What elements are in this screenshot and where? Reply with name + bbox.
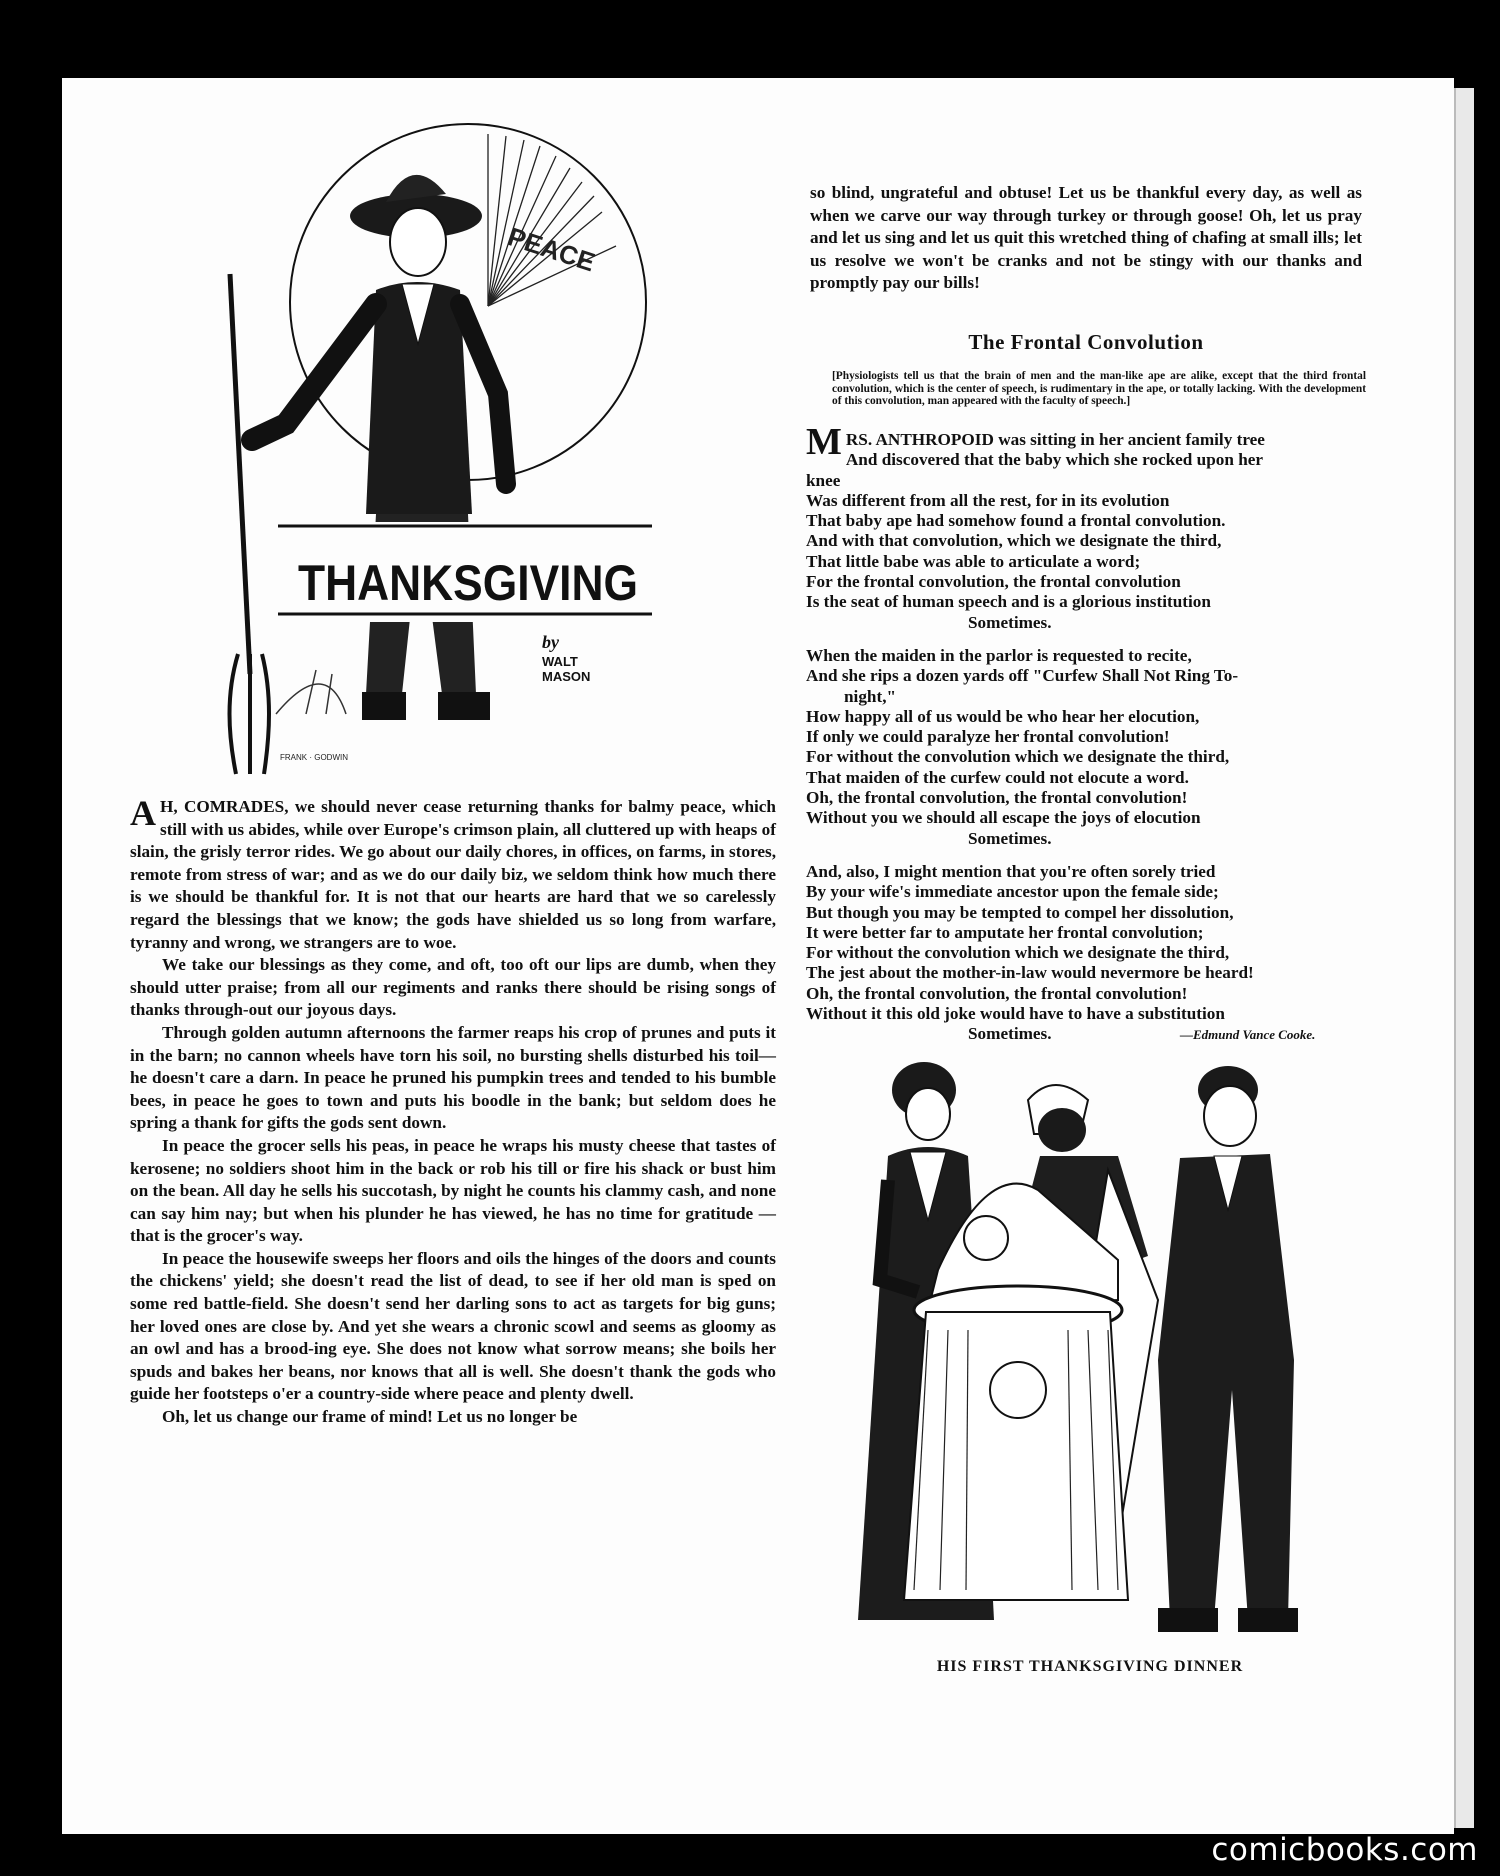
next-page-edge	[1454, 88, 1474, 1828]
farmer-illustration	[206, 94, 676, 786]
article-title: THANKSGIVING	[298, 555, 638, 611]
artist-signature: FRANK · GODWIN	[280, 753, 348, 762]
dinner-illustration	[818, 1060, 1378, 1650]
byline-by: by	[542, 632, 559, 652]
poem-stanza-3: And, also, I might mention that you're often sorely tried By your wife's immediate ancestor upon the female side; But though you may be tempted to compel her dissolution, It were better far to amputate her frontal convolution; For without the convolution which we designate the third, The jest about the mother-in-law would nevermore be heard! Oh, the frontal convolution, the frontal convolution! Without it this old joke would have to have a substitution Sometimes.	[806, 861, 1254, 1044]
poem-stanza-2: When the maiden in the parlor is requested to recite, And she rips a dozen yards off "Curfew Shall Not Ring To- night," How happy all of us would be who hear her elocution, If only we could paralyze her frontal convolution! For without the convolution which we designate the third, That maiden of the curfew could not elocute a word. Oh, the frontal convolution, the frontal convolution! Without you we should all escape the joys of elocution Sometimes.	[806, 645, 1239, 848]
article-paragraph-3: Through golden autumn afternoons the farmer reaps his crop of prunes and puts it in the barn; no cannon wheels have torn his soil, no bursting shells disturbed his toil—he doesn't care a darn. In peace he pruned his pumpkin trees and tended to his bumble bees, in peace he goes to town and puts his boodle in the bank; but seldom does he spring a thank for gifts the gods sent down.	[130, 1022, 776, 1133]
poem-body	[806, 421, 1366, 1058]
poem-stanza-1: MRS. ANTHROPOID was sitting in her ancient family tree And discovered that the baby which she rocked upon her knee Was different from all the rest, for in its evolution That baby ape had somehow found a frontal convolution. And with that convolution, which we designate the third, That little babe was able to articulate a word; For the frontal convolution, the frontal convolution Is the seat of human speech and is a glorious institution Sometimes.	[806, 421, 1265, 632]
article-paragraph-1: A H, COMRADES, we should never cease returning thanks for balmy peace, which still with us abides, while over Europe's crimson plain, all cluttered up with heaps of slain, the grisly terror rides. We go about our daily chores, in offices, on farms, in stores, remote from stress of war; and as we do our daily biz, we seldom think how much there is we should be thankful for. It is not that our hearts are hard that we so carelessly regard the blessings that we know; the gods have shielded us so long from warfare, tyranny and wrong, we strangers are to woe.	[130, 793, 776, 952]
article-body-right	[810, 182, 1362, 295]
article-paragraph-7: so blind, ungrateful and obtuse! Let us be thankful every day, as well as when we carve our way through turkey or through goose! Oh, let us pray and let us sing and let us quit this wretched thing of chafing at small ills; let us resolve we won't be cranks and not be stingy with our thanks and promptly pay our bills!	[810, 183, 1362, 293]
poem-author: —Edmund Vance Cooke.	[1180, 1027, 1316, 1042]
article-paragraph-2: We take our blessings as they come, and oft, too oft our lips are dumb, when they should utter praise; from all our regiments and ranks there should be rising songs of thanks through-out our joyous days.	[130, 955, 776, 1020]
byline-name-1: WALT	[542, 654, 578, 669]
byline-name-2: MASON	[542, 669, 591, 684]
article-paragraph-5: In peace the housewife sweeps her floors and oils the hinges of the doors and counts the chickens' yield; she doesn't read the list of dead, to see if her old man is sped on some red battle-field. She doesn't send her darling sons to act as targets for big guns; her loved ones are close by. And yet she wears a chronic scowl and seems as gloomy as an owl and has a brood-ing eye. She does not know what sorrow means; she boils her spuds and bakes her beans, nor knows that all is well. She doesn't thank the gods who guide her footsteps o'er a country-side where peace and plenty dwell.	[130, 1248, 776, 1404]
watermark-text: comicbooks.com	[1211, 1832, 1478, 1868]
peace-lettering: PEACE	[504, 221, 599, 278]
poem-dropcap: M	[806, 421, 842, 463]
illustration-caption: HIS FIRST THANKSGIVING DINNER	[936, 1658, 1244, 1675]
article-paragraph-6: Oh, let us change our frame of mind! Let us no longer be	[162, 1407, 578, 1427]
article-dropcap: A	[130, 793, 156, 833]
poem-note: [Physiologists tell us that the brain of men and the man-like ape are alike, except that the third frontal convolution, which is the center of speech, is rudimentary in the ape, or totally lacking. With the development of this convolution, man appeared with the faculty of speech.]	[832, 370, 1366, 407]
article-body-left	[130, 793, 776, 1429]
poem-title: The Frontal Convolution	[968, 330, 1204, 354]
article-paragraph-4: In peace the grocer sells his peas, in peace he wraps his musty cheese that tastes of kerosene; no soldiers shoot him in the back or rob his till or fire his shack or bust him on the bean. All day he sells his succotash, by night he counts his clammy cash, and none can say him nay; but when his plunder he has viewed, he has no time for gratitude —that is the grocer's way.	[130, 1135, 776, 1246]
